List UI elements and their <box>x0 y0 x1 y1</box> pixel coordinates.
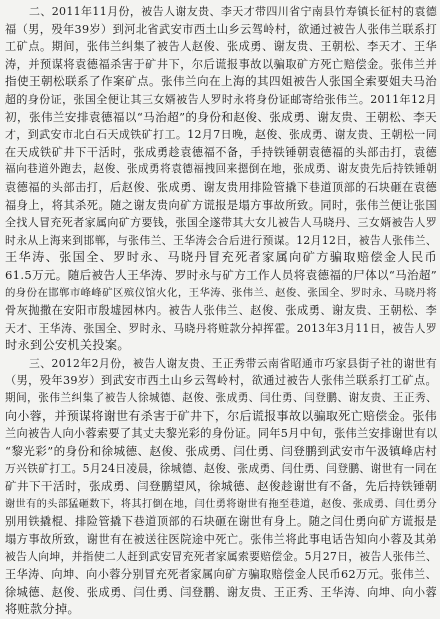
text-line: 三、2012年2月份，被告人谢友贵、王正秀带云南省昭通市巧家县街子社的谢世有 <box>29 356 437 370</box>
text-line: 期间，张伟兰纠集了被告人徐城德、赵俊、张成勇、闫仕勇、闫登鹏、谢友贵、王正秀、 <box>5 392 437 405</box>
text-line: 万兴铁矿打工。5月24日凌晨，徐城德、赵俊、张成勇、闫仕勇、闫登鹏、谢世有一同在 <box>5 462 437 476</box>
text-line: （男，殁年39岁）到武安市西土山乡云驾岭村，欲通过被告人张伟兰联系打工矿点。 <box>5 374 437 388</box>
text-line: 涛，并预谋将袁德福杀害于矿井下，尔后谎报事故以骗取矿方死亡赔偿金。张伟兰并 <box>5 57 437 71</box>
paragraph-case-three <box>5 355 437 619</box>
text-line: 骨灰抛撒在安阳市殷墟园林内。被告人张伟兰、赵俊、张成勇、谢友贵、王朝松、李 <box>5 304 437 318</box>
text-line: 的身份在邯郸市峰峰矿区殡仪馆火化，王华涛、张伟兰、赵俊、张国全、罗时永、马晓丹将 <box>5 286 437 299</box>
text-line: 谢世有的头部猛砸数下，将其打倒在地，闫仕勇将谢世有拖至巷道，赵俊、张成勇、闫仕勇分 <box>5 498 437 510</box>
text-line: 徐城德、赵俊、张成勇、闫仕勇、闫登鹏、谢友贵、王正秀、王华涛、向坤、向小蓉 <box>5 585 437 599</box>
text-line: 指使王朝松联系了作案矿点。张伟兰向在上海的其四姐被告人张国全索要姐夫马治 <box>5 74 437 89</box>
text-line: 时永到公安机关投案。 <box>5 338 130 353</box>
text-line: 二、2011年11月份，被告人谢友贵、李天才带四川省宁南县竹寿镇长征村的袁德 <box>29 5 437 18</box>
text-line: 将赃款分掉。 <box>5 602 80 617</box>
text-line: 袁德福的头部击打，后赵俊、张成勇、谢友贵用排险管撬下巷道顶部的石块砸在袁德 <box>5 180 437 194</box>
text-line: 时永从上海来到邯郸，与张伟兰、王华涛会合后进行预谋。12月12日，被告人张伟兰、 <box>5 233 437 247</box>
text-line: “黎光彩”的身份和徐城德、赵俊、张成勇、闫仕勇、闫登鹏到武安市午汲镇峰店村 <box>5 443 437 458</box>
text-line: 被告人向坤，并指使二人赶到武安冒充死者家属索要赔偿金。5月27日，被告人张伟兰、 <box>5 550 437 564</box>
text-line: 塌方事故所致，谢世有在被送往医院途中死亡。张伟兰将此事电话告知向小蓉及其弟 <box>5 532 437 546</box>
text-line: 兰向被告人向小蓉索要了其丈夫黎光彩的身份证。同年5月中旬，张伟兰安排谢世有以 <box>5 427 437 441</box>
document-page <box>5 3 437 617</box>
paragraph-case-two <box>5 3 437 355</box>
text-line: 61.5万元。随后被告人王华涛、罗时永与矿方工作人员将袁德福的尸体以“马治超” <box>5 267 437 282</box>
text-line: 全找人冒充死者家属向矿方要钱，张国全遂带其大女儿被告人马晓丹、三女婿被告人罗 <box>5 216 437 230</box>
text-line: 天才、王华涛、张国全、罗时永、马晓丹将赃款分掉挥霍。2013年3月11日，被告人罗 <box>5 321 437 335</box>
text-line: 王华涛、张国全、罗时永、马晓丹冒充死者家属向矿方骗取赔偿金人民币 <box>5 250 437 265</box>
text-line: 福向巷道外跑去，赵俊、张成勇将袁德福拽回来摁倒在地，张成勇、谢友贵先后持铁锤朝 <box>5 163 437 176</box>
text-line: 工矿点。期间，张伟兰纠集了被告人赵俊、张成勇、谢友贵、王朝松、李天才、王华 <box>5 40 437 54</box>
text-line: 超的身份证，张国全便让其三女婿被告人罗时永将身份证邮寄给张伟兰。2011年12月 <box>5 92 437 106</box>
text-line: 才，到武安市北白石天成铁矿打工。12月7日晚，赵俊、张成勇、谢友贵、王朝松一同 <box>5 128 437 142</box>
text-line: 福身上，将其杀死。随之谢友贵向矿方谎报是塌方事故所致。同时，张伟兰便让张国 <box>5 198 437 212</box>
text-line: 初，张伟兰安排袁德福以“马治超”的身份和赵俊、张成勇、谢友贵、王朝松、李天 <box>5 109 437 124</box>
text-line: 王华涛、向坤、向小蓉分别冒充死者家属向矿方骗取赔偿金人民币62万元。张伟兰、 <box>5 568 437 581</box>
text-line: 福（男，殁年39岁）到河北省武安市西土山乡云驾岭村，欲通过被告人张伟兰联系打 <box>5 22 437 36</box>
text-line: 向小蓉，并预谋将谢世有杀害于矿井下，尔后谎报事故以骗取死亡赔偿金。张伟 <box>5 408 437 423</box>
text-line: 别用铁撬棍、排险管撬下巷道顶部的石块砸在谢世有身上。随之闫仕勇向矿方谎报是 <box>5 515 437 529</box>
text-line: 在天成铁矿井下干活时，张成勇趁袁德福不备，手持铁锤朝袁德福的头部击打，袁德 <box>5 145 437 159</box>
text-line: 矿井下干活时，张成勇、闫登鹏望风，徐城德、赵俊趁谢世有不备，先后持铁锤朝 <box>5 479 437 494</box>
